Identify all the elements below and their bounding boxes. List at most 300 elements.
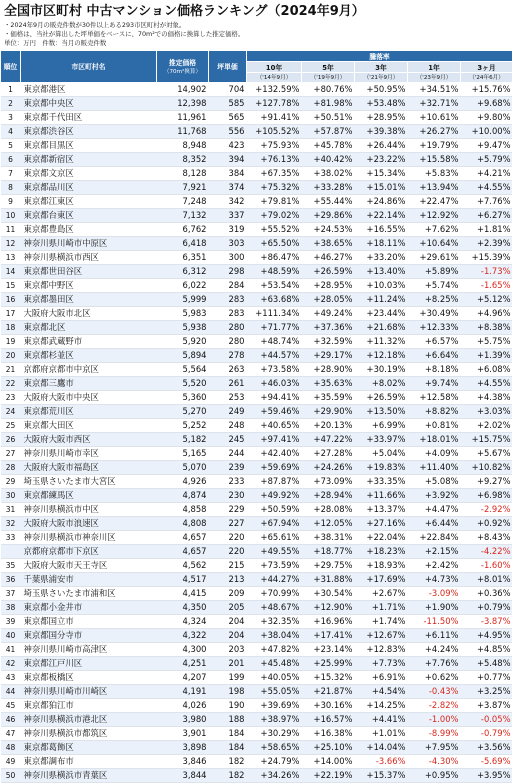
- table-row: [1, 124, 512, 138]
- change-3y-cell: +27.16%: [355, 516, 408, 530]
- change-3y-cell: +16.55%: [355, 222, 408, 236]
- header-period-sub-5y: （'19年9月）: [302, 72, 355, 82]
- rank-cell: 13: [1, 250, 21, 264]
- change-3y-cell: +23.44%: [355, 306, 408, 320]
- change-1y-cell: +3.92%: [408, 488, 461, 502]
- name-cell: 千葉県浦安市: [21, 572, 157, 586]
- table-row: [1, 166, 512, 180]
- change-5y-cell: +49.24%: [302, 306, 355, 320]
- change-5y-cell: +16.57%: [302, 712, 355, 726]
- change-10y-cell: +71.77%: [247, 320, 302, 334]
- change-1y-cell: -11.50%: [408, 614, 461, 628]
- header-period-3m: 3ヶ月: [461, 61, 512, 72]
- change-5y-cell: +29.86%: [302, 208, 355, 222]
- change-1y-cell: +6.64%: [408, 348, 461, 362]
- rank-cell: 2: [1, 96, 21, 110]
- name-cell: 東京都荒川区: [21, 404, 157, 418]
- rank-cell: 37: [1, 586, 21, 600]
- change-1y-cell: +7.95%: [408, 740, 461, 754]
- change-3m-cell: +4.85%: [461, 642, 512, 656]
- price-cell: 4,191: [157, 684, 209, 698]
- price-cell: 5,165: [157, 446, 209, 460]
- table-row: [1, 82, 512, 96]
- change-3m-cell: -5.69%: [461, 754, 512, 768]
- tsubo-cell: 229: [209, 502, 247, 516]
- header-price-sub: （70m²換算）: [157, 67, 208, 75]
- change-3m-cell: +15.39%: [461, 250, 512, 264]
- tsubo-cell: 283: [209, 306, 247, 320]
- change-10y-cell: +44.27%: [247, 572, 302, 586]
- name-cell: 東京都墨田区: [21, 292, 157, 306]
- change-1y-cell: +12.92%: [408, 208, 461, 222]
- tsubo-cell: 182: [209, 754, 247, 768]
- rank-cell: 43: [1, 670, 21, 684]
- change-5y-cell: +24.53%: [302, 222, 355, 236]
- change-3m-cell: -1.65%: [461, 278, 512, 292]
- change-5y-cell: +28.95%: [302, 278, 355, 292]
- change-5y-cell: +35.59%: [302, 390, 355, 404]
- change-3y-cell: +11.32%: [355, 334, 408, 348]
- change-3y-cell: +1.74%: [355, 614, 408, 628]
- header-period-3y: 3年: [355, 61, 408, 72]
- change-1y-cell: +0.81%: [408, 418, 461, 432]
- table-row: [1, 614, 512, 628]
- tsubo-cell: 199: [209, 670, 247, 684]
- price-cell: 5,983: [157, 306, 209, 320]
- table-row: [1, 376, 512, 390]
- rank-cell: 8: [1, 180, 21, 194]
- change-10y-cell: +105.52%: [247, 124, 302, 138]
- price-cell: 5,520: [157, 376, 209, 390]
- change-3y-cell: +6.91%: [355, 670, 408, 684]
- table-row: [1, 96, 512, 110]
- tsubo-cell: 204: [209, 628, 247, 642]
- change-3y-cell: +4.41%: [355, 712, 408, 726]
- tsubo-cell: 283: [209, 292, 247, 306]
- table-row: [1, 110, 512, 124]
- tsubo-cell: 337: [209, 208, 247, 222]
- header-price-label: 推定価格: [169, 59, 196, 67]
- rank-cell: 5: [1, 138, 21, 152]
- name-cell: 東京都武蔵野市: [21, 334, 157, 348]
- change-1y-cell: +2.15%: [408, 544, 461, 558]
- table-row: [1, 558, 512, 572]
- change-5y-cell: +35.63%: [302, 376, 355, 390]
- rank-cell: 22: [1, 376, 21, 390]
- rank-cell: 29: [1, 474, 21, 488]
- change-3y-cell: +22.04%: [355, 530, 408, 544]
- change-3y-cell: +24.86%: [355, 194, 408, 208]
- change-10y-cell: +70.99%: [247, 586, 302, 600]
- price-cell: 6,762: [157, 222, 209, 236]
- name-cell: 神奈川県横浜市都筑区: [21, 726, 157, 740]
- change-3m-cell: +0.36%: [461, 586, 512, 600]
- name-cell: 京都府京都市中京区: [21, 362, 157, 376]
- change-3y-cell: +39.38%: [355, 124, 408, 138]
- change-1y-cell: +12.58%: [408, 390, 461, 404]
- tsubo-cell: 704: [209, 82, 247, 96]
- name-cell: 神奈川県川崎市川崎区: [21, 684, 157, 698]
- change-1y-cell: +22.47%: [408, 194, 461, 208]
- change-1y-cell: +0.62%: [408, 670, 461, 684]
- header-period-sub-10y: （'14年9月）: [247, 72, 302, 82]
- change-10y-cell: +67.35%: [247, 166, 302, 180]
- table-row: [1, 334, 512, 348]
- change-3m-cell: +6.08%: [461, 362, 512, 376]
- change-10y-cell: +39.69%: [247, 698, 302, 712]
- change-1y-cell: +22.84%: [408, 530, 461, 544]
- change-3m-cell: +9.27%: [461, 474, 512, 488]
- change-5y-cell: +73.09%: [302, 474, 355, 488]
- change-10y-cell: +73.59%: [247, 558, 302, 572]
- name-cell: 東京都豊島区: [21, 222, 157, 236]
- change-5y-cell: +28.08%: [302, 502, 355, 516]
- change-3y-cell: +4.54%: [355, 684, 408, 698]
- price-cell: 5,938: [157, 320, 209, 334]
- rank-cell: 21: [1, 362, 21, 376]
- name-cell: 神奈川県横浜市神奈川区: [21, 530, 157, 544]
- change-10y-cell: +46.03%: [247, 376, 302, 390]
- change-1y-cell: +15.58%: [408, 152, 461, 166]
- change-10y-cell: +30.29%: [247, 726, 302, 740]
- change-5y-cell: +32.59%: [302, 334, 355, 348]
- table-row: [1, 474, 512, 488]
- change-1y-cell: +8.25%: [408, 292, 461, 306]
- change-3m-cell: -2.92%: [461, 502, 512, 516]
- change-3y-cell: +10.03%: [355, 278, 408, 292]
- rank-cell: 50: [1, 768, 21, 782]
- change-1y-cell: +7.62%: [408, 222, 461, 236]
- change-1y-cell: +11.40%: [408, 460, 461, 474]
- change-1y-cell: +32.71%: [408, 96, 461, 110]
- change-3y-cell: +12.67%: [355, 628, 408, 642]
- rank-cell: 4: [1, 124, 21, 138]
- change-5y-cell: +40.42%: [302, 152, 355, 166]
- price-cell: 4,322: [157, 628, 209, 642]
- name-cell: 大阪府大阪市西区: [21, 432, 157, 446]
- name-cell: 神奈川県横浜市港北区: [21, 712, 157, 726]
- change-10y-cell: +111.34%: [247, 306, 302, 320]
- rank-cell: 6: [1, 152, 21, 166]
- change-10y-cell: +50.59%: [247, 502, 302, 516]
- rank-cell: 31: [1, 502, 21, 516]
- tsubo-cell: 203: [209, 642, 247, 656]
- change-3y-cell: +30.19%: [355, 362, 408, 376]
- change-1y-cell: +4.09%: [408, 446, 461, 460]
- change-3y-cell: +15.37%: [355, 768, 408, 782]
- change-3y-cell: +14.25%: [355, 698, 408, 712]
- page-title: 全国市区町村 中古マンション価格ランキング（2024年9月）: [0, 0, 512, 21]
- change-10y-cell: +59.46%: [247, 404, 302, 418]
- change-3m-cell: +0.92%: [461, 516, 512, 530]
- change-10y-cell: +94.41%: [247, 390, 302, 404]
- name-cell: 大阪府大阪市浪速区: [21, 516, 157, 530]
- change-5y-cell: +80.76%: [302, 82, 355, 96]
- change-3m-cell: +4.55%: [461, 180, 512, 194]
- price-cell: 4,324: [157, 614, 209, 628]
- price-cell: 5,270: [157, 404, 209, 418]
- change-3y-cell: +18.23%: [355, 544, 408, 558]
- change-10y-cell: +40.05%: [247, 670, 302, 684]
- table-row: [1, 390, 512, 404]
- rank-cell: 15: [1, 278, 21, 292]
- price-cell: 6,418: [157, 236, 209, 250]
- change-3m-cell: +1.39%: [461, 348, 512, 362]
- header-period-1y: 1年: [408, 61, 461, 72]
- change-5y-cell: +29.75%: [302, 558, 355, 572]
- rank-cell: 3: [1, 110, 21, 124]
- tsubo-cell: 230: [209, 488, 247, 502]
- change-10y-cell: +79.81%: [247, 194, 302, 208]
- change-1y-cell: +12.33%: [408, 320, 461, 334]
- change-3y-cell: +26.44%: [355, 138, 408, 152]
- change-1y-cell: +30.49%: [408, 306, 461, 320]
- name-cell: 東京都世田谷区: [21, 264, 157, 278]
- table-row: [1, 320, 512, 334]
- change-3m-cell: +4.95%: [461, 628, 512, 642]
- name-cell: 神奈川県川崎市幸区: [21, 446, 157, 460]
- table-body: [1, 82, 512, 782]
- header-change-group: 騰落率: [247, 50, 512, 61]
- price-cell: 4,207: [157, 670, 209, 684]
- rank-cell: 19: [1, 334, 21, 348]
- table-row: [1, 460, 512, 474]
- table-row: [1, 712, 512, 726]
- change-1y-cell: -0.43%: [408, 684, 461, 698]
- price-cell: 6,351: [157, 250, 209, 264]
- name-cell: 東京都港区: [21, 82, 157, 96]
- change-3y-cell: +19.83%: [355, 460, 408, 474]
- name-cell: 東京都狛江市: [21, 698, 157, 712]
- tsubo-cell: 205: [209, 600, 247, 614]
- change-5y-cell: +20.13%: [302, 418, 355, 432]
- change-1y-cell: +29.61%: [408, 250, 461, 264]
- change-3y-cell: +17.69%: [355, 572, 408, 586]
- change-1y-cell: +5.89%: [408, 264, 461, 278]
- change-5y-cell: +28.90%: [302, 362, 355, 376]
- table-row: [1, 516, 512, 530]
- change-3m-cell: +8.01%: [461, 572, 512, 586]
- change-3m-cell: +9.68%: [461, 96, 512, 110]
- name-cell: 東京都国立市: [21, 614, 157, 628]
- change-3m-cell: +10.82%: [461, 460, 512, 474]
- rank-cell: 38: [1, 600, 21, 614]
- table-row: [1, 586, 512, 600]
- rank-cell: 10: [1, 208, 21, 222]
- tsubo-cell: 182: [209, 768, 247, 782]
- change-3y-cell: +33.20%: [355, 250, 408, 264]
- tsubo-cell: 220: [209, 530, 247, 544]
- change-10y-cell: +63.68%: [247, 292, 302, 306]
- table-row: [1, 628, 512, 642]
- change-5y-cell: +31.88%: [302, 572, 355, 586]
- rank-cell: 46: [1, 712, 21, 726]
- table-row: [1, 306, 512, 320]
- rank-cell: 24: [1, 404, 21, 418]
- price-cell: 5,920: [157, 334, 209, 348]
- ranking-table: [0, 50, 512, 783]
- change-3y-cell: +12.18%: [355, 348, 408, 362]
- tsubo-cell: 278: [209, 348, 247, 362]
- price-cell: 7,921: [157, 180, 209, 194]
- tsubo-cell: 227: [209, 516, 247, 530]
- price-cell: 4,926: [157, 474, 209, 488]
- change-3y-cell: +2.67%: [355, 586, 408, 600]
- change-10y-cell: +58.65%: [247, 740, 302, 754]
- change-1y-cell: +1.90%: [408, 600, 461, 614]
- tsubo-cell: 249: [209, 404, 247, 418]
- name-cell: 神奈川県川崎市高津区: [21, 642, 157, 656]
- table-row: [1, 572, 512, 586]
- table-row: [1, 348, 512, 362]
- change-5y-cell: +26.59%: [302, 264, 355, 278]
- change-3m-cell: +2.02%: [461, 418, 512, 432]
- rank-cell: 28: [1, 460, 21, 474]
- change-3y-cell: +15.01%: [355, 180, 408, 194]
- change-5y-cell: +30.16%: [302, 698, 355, 712]
- change-10y-cell: +53.54%: [247, 278, 302, 292]
- rank-cell: 7: [1, 166, 21, 180]
- rank-cell: 17: [1, 306, 21, 320]
- table-row: [1, 236, 512, 250]
- change-1y-cell: +26.27%: [408, 124, 461, 138]
- tsubo-cell: 423: [209, 138, 247, 152]
- change-10y-cell: +48.59%: [247, 264, 302, 278]
- name-cell: 東京都小金井市: [21, 600, 157, 614]
- change-10y-cell: +67.94%: [247, 516, 302, 530]
- change-1y-cell: +18.01%: [408, 432, 461, 446]
- change-5y-cell: +24.26%: [302, 460, 355, 474]
- change-3m-cell: -4.22%: [461, 544, 512, 558]
- tsubo-cell: 565: [209, 110, 247, 124]
- change-1y-cell: -1.00%: [408, 712, 461, 726]
- change-3y-cell: +53.48%: [355, 96, 408, 110]
- name-cell: 東京都大田区: [21, 418, 157, 432]
- table-row: [1, 194, 512, 208]
- tsubo-cell: 384: [209, 166, 247, 180]
- name-cell: 東京都千代田区: [21, 110, 157, 124]
- change-10y-cell: +65.50%: [247, 236, 302, 250]
- tsubo-cell: 233: [209, 474, 247, 488]
- rank-cell: 49: [1, 754, 21, 768]
- name-cell: 東京都文京区: [21, 166, 157, 180]
- table-row: [1, 544, 512, 558]
- rank-cell: 44: [1, 684, 21, 698]
- name-cell: 東京都北区: [21, 320, 157, 334]
- change-5y-cell: +28.94%: [302, 488, 355, 502]
- name-cell: 大阪府大阪市中央区: [21, 390, 157, 404]
- header-name: 市区町村名: [21, 50, 157, 82]
- price-cell: 4,300: [157, 642, 209, 656]
- header-period-sub-3m: （'24年6月）: [461, 72, 512, 82]
- change-3m-cell: +2.39%: [461, 236, 512, 250]
- change-3m-cell: -1.60%: [461, 558, 512, 572]
- change-5y-cell: +23.14%: [302, 642, 355, 656]
- tsubo-cell: 198: [209, 684, 247, 698]
- change-3y-cell: +6.99%: [355, 418, 408, 432]
- tsubo-cell: 319: [209, 222, 247, 236]
- change-3m-cell: +1.81%: [461, 222, 512, 236]
- price-cell: 4,562: [157, 558, 209, 572]
- change-1y-cell: +8.18%: [408, 362, 461, 376]
- price-cell: 4,657: [157, 544, 209, 558]
- change-5y-cell: +16.96%: [302, 614, 355, 628]
- name-cell: 東京都江戸川区: [21, 656, 157, 670]
- change-5y-cell: +27.28%: [302, 446, 355, 460]
- change-3y-cell: +18.93%: [355, 558, 408, 572]
- change-3y-cell: -3.66%: [355, 754, 408, 768]
- change-10y-cell: +86.47%: [247, 250, 302, 264]
- rank-cell: 45: [1, 698, 21, 712]
- change-3m-cell: +5.48%: [461, 656, 512, 670]
- table-row: [1, 362, 512, 376]
- change-3y-cell: +50.95%: [355, 82, 408, 96]
- tsubo-cell: 184: [209, 726, 247, 740]
- rank-cell: 40: [1, 628, 21, 642]
- change-3m-cell: +3.25%: [461, 684, 512, 698]
- table-row: [1, 446, 512, 460]
- change-3y-cell: +18.11%: [355, 236, 408, 250]
- rank-cell: 20: [1, 348, 21, 362]
- change-3m-cell: +4.21%: [461, 166, 512, 180]
- change-3m-cell: +5.67%: [461, 446, 512, 460]
- rank-cell: [1, 544, 21, 558]
- name-cell: 神奈川県横浜市青葉区: [21, 768, 157, 782]
- tsubo-cell: 190: [209, 698, 247, 712]
- change-3m-cell: +9.80%: [461, 110, 512, 124]
- rank-cell: 18: [1, 320, 21, 334]
- rank-cell: 25: [1, 418, 21, 432]
- change-10y-cell: +48.67%: [247, 600, 302, 614]
- price-cell: 3,901: [157, 726, 209, 740]
- rank-cell: 11: [1, 222, 21, 236]
- rank-cell: 48: [1, 740, 21, 754]
- tsubo-cell: 298: [209, 264, 247, 278]
- note-2: ・価格は、当社が算出した坪単価をベースに、70m²での価格に換算した推定価格。: [0, 30, 512, 39]
- change-1y-cell: +5.74%: [408, 278, 461, 292]
- change-1y-cell: -4.30%: [408, 754, 461, 768]
- table-row: [1, 488, 512, 502]
- change-5y-cell: +45.78%: [302, 138, 355, 152]
- change-5y-cell: +50.51%: [302, 110, 355, 124]
- change-5y-cell: +21.87%: [302, 684, 355, 698]
- tsubo-cell: 394: [209, 152, 247, 166]
- change-3y-cell: +8.02%: [355, 376, 408, 390]
- change-3y-cell: +13.40%: [355, 264, 408, 278]
- change-5y-cell: +55.44%: [302, 194, 355, 208]
- table-row: [1, 530, 512, 544]
- change-5y-cell: +30.54%: [302, 586, 355, 600]
- change-3m-cell: -3.87%: [461, 614, 512, 628]
- change-3m-cell: +8.43%: [461, 530, 512, 544]
- name-cell: 東京都渋谷区: [21, 124, 157, 138]
- price-cell: 4,858: [157, 502, 209, 516]
- change-5y-cell: +16.38%: [302, 726, 355, 740]
- change-10y-cell: +24.79%: [247, 754, 302, 768]
- price-cell: 8,948: [157, 138, 209, 152]
- tsubo-cell: 280: [209, 320, 247, 334]
- name-cell: 大阪府大阪市福島区: [21, 460, 157, 474]
- rank-cell: 16: [1, 292, 21, 306]
- name-cell: 大阪府大阪市天王寺区: [21, 558, 157, 572]
- tsubo-cell: 204: [209, 614, 247, 628]
- change-1y-cell: +13.94%: [408, 180, 461, 194]
- change-3m-cell: +5.12%: [461, 292, 512, 306]
- price-cell: 11,768: [157, 124, 209, 138]
- price-cell: 8,128: [157, 166, 209, 180]
- change-3m-cell: +15.75%: [461, 432, 512, 446]
- table-row: [1, 278, 512, 292]
